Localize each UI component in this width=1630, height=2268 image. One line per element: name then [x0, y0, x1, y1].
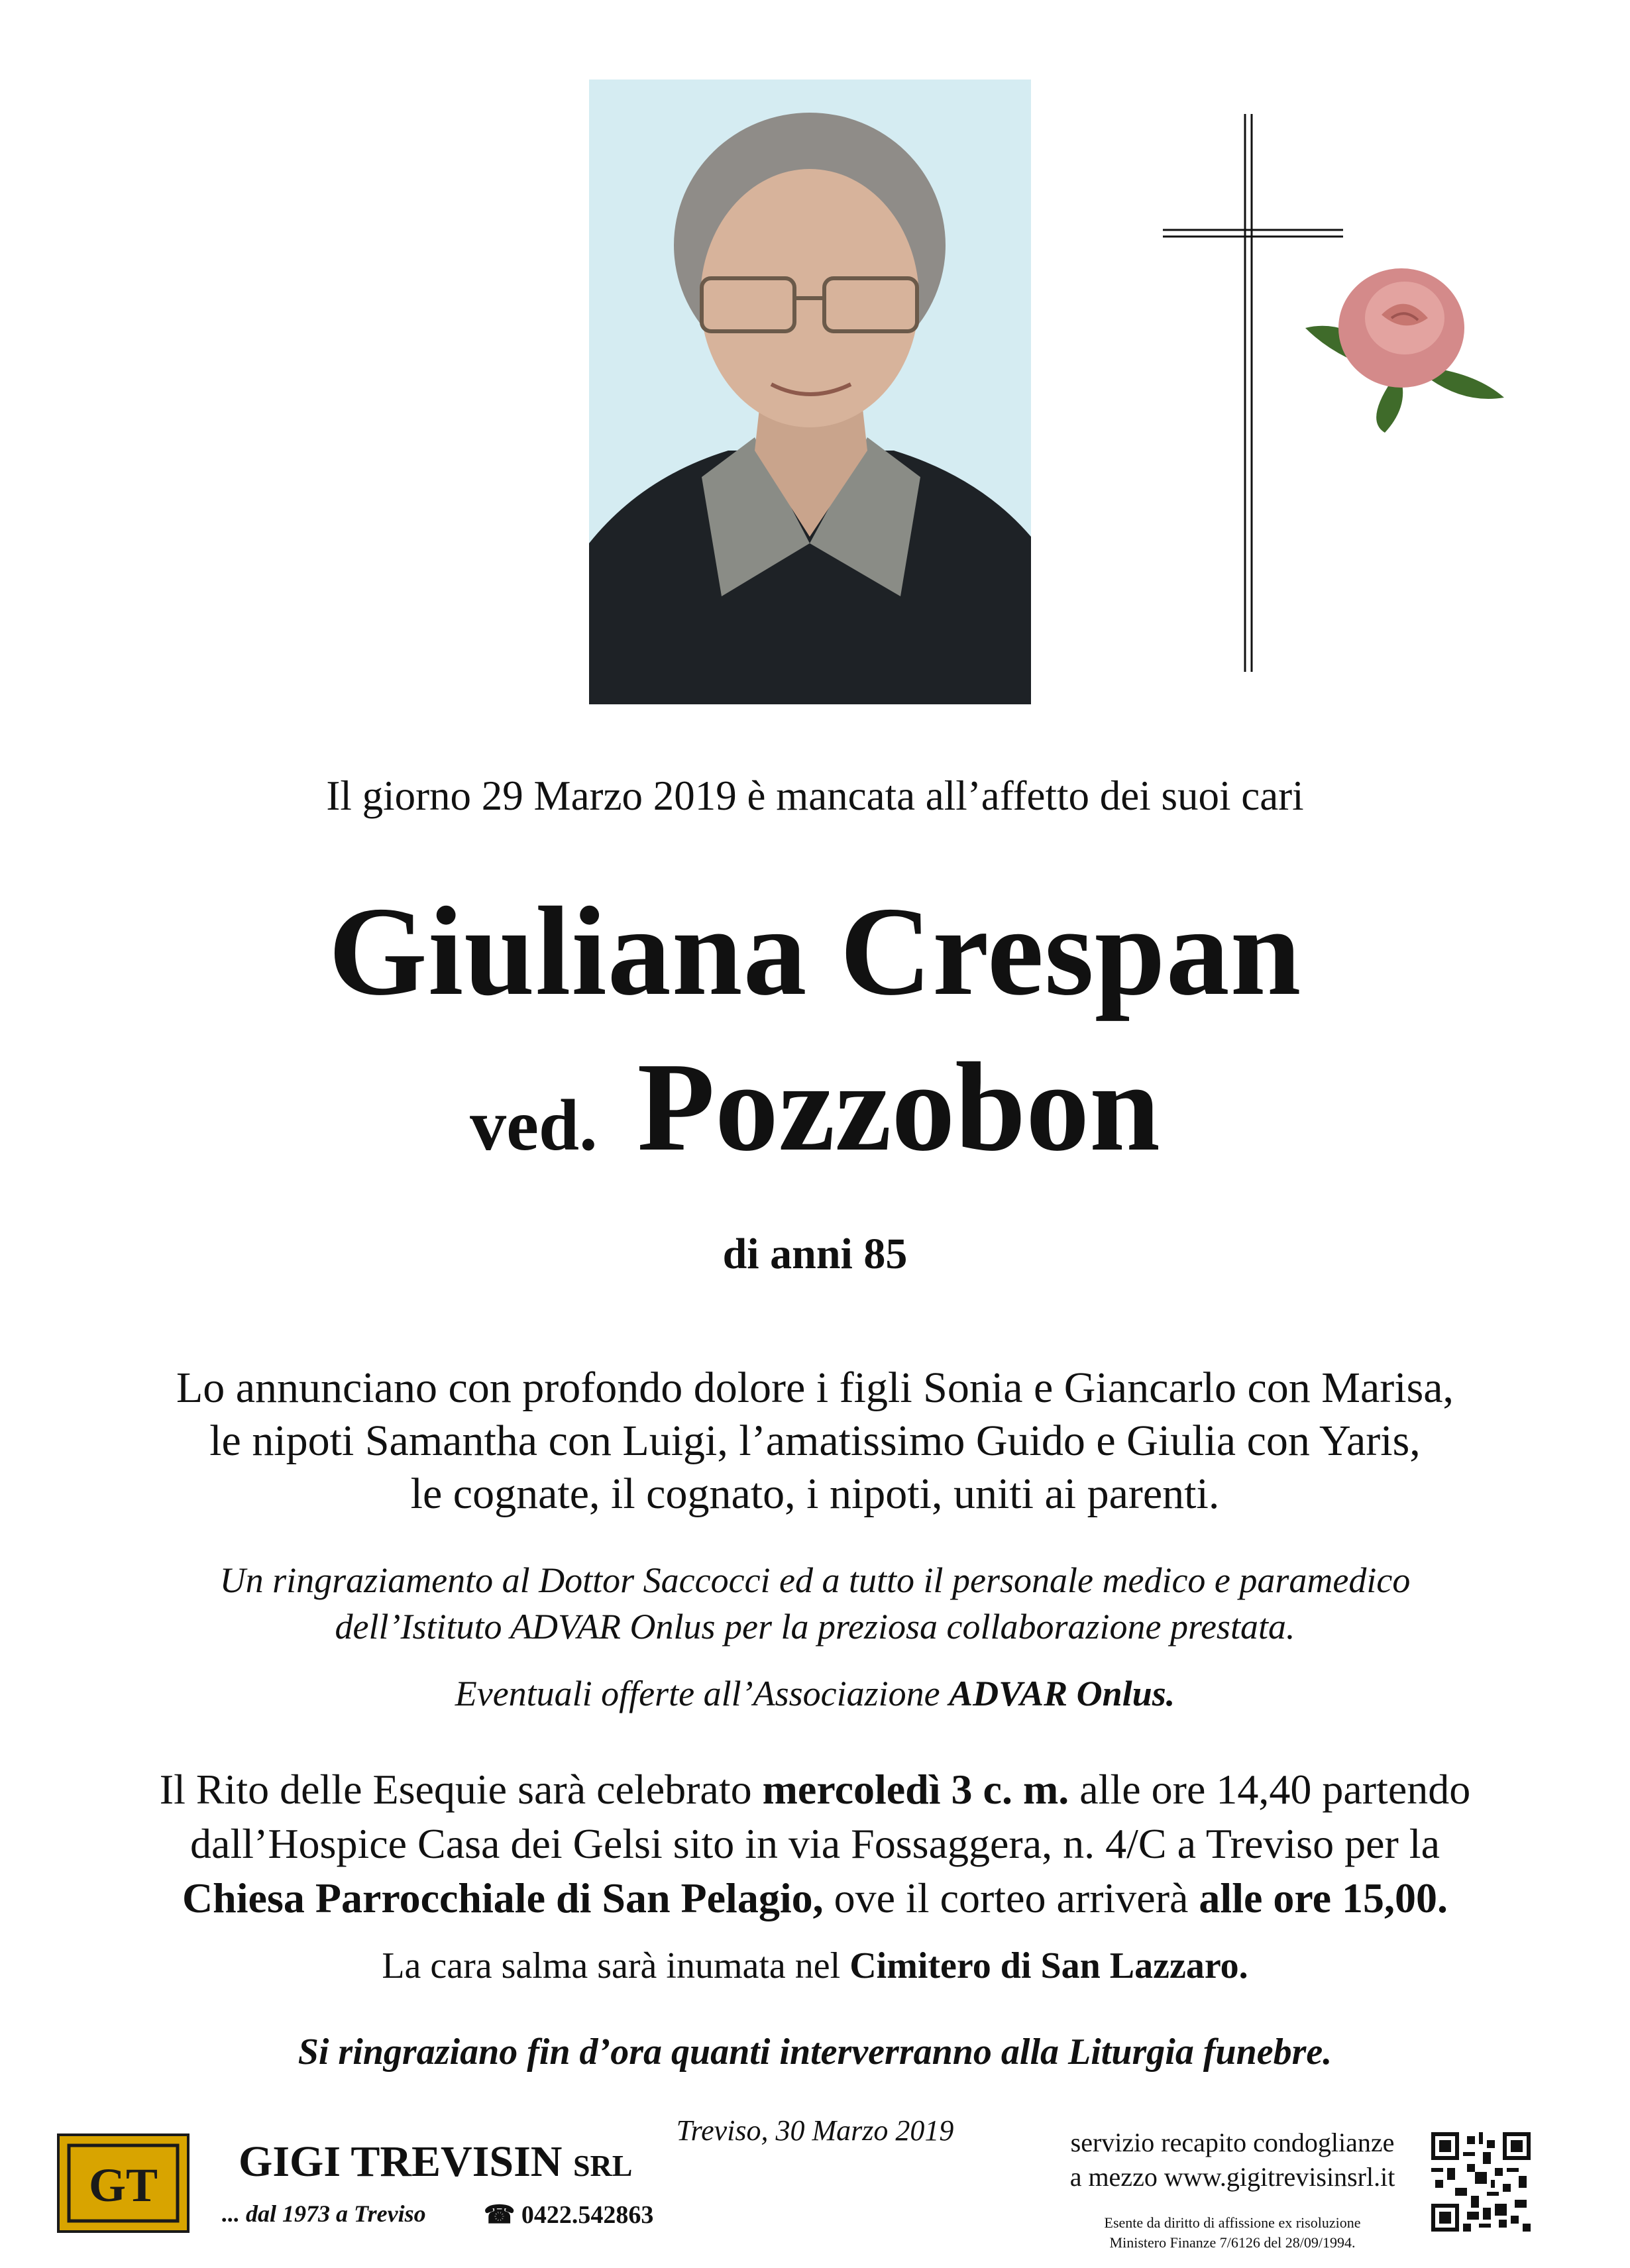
company-name	[239, 2137, 632, 2187]
rite-arrival-time: alle ore 15,00.	[1199, 1874, 1448, 1921]
thanks-text	[0, 1557, 1630, 1650]
rite-line: dall’Hospice Casa dei Gelsi sito in via Fossaggera, n. 4/C a Treviso per la	[190, 1820, 1440, 1867]
phone-icon: ☎	[484, 2201, 516, 2229]
intro-text: Il giorno 29 Marzo 2019 è mancata all’affetto dei suoi cari	[326, 773, 1304, 819]
church-name: Chiesa Parrocchiale di San Pelagio,	[182, 1874, 824, 1921]
family-line: Lo annunciano con profondo dolore i figli Sonia e Giancarlo con Marisa,	[176, 1364, 1454, 1412]
condolence-service	[1007, 2126, 1458, 2194]
legal-line: Ministero Finanze 7/6126 del 28/09/1994.	[1109, 2234, 1356, 2251]
offers-text	[0, 1673, 1630, 1714]
age-text: di anni 85	[722, 1230, 908, 1278]
offers-organization: ADVAR Onlus.	[949, 1674, 1175, 1713]
company-phone	[484, 2200, 653, 2230]
offers-label: Eventuali offerte all’Associazione	[455, 1674, 950, 1713]
rite-text: alle ore 14,40 partendo	[1069, 1766, 1471, 1813]
service-line: servizio recapito condoglianze	[1070, 2128, 1395, 2157]
service-website: a mezzo www.gigitrevisinsrl.it	[1069, 2162, 1395, 2192]
phone-number: 0422.542863	[521, 2201, 654, 2229]
notice-date: Treviso, 30 Marzo 2019	[676, 2114, 954, 2147]
thanks-line: Un ringraziamento al Dottor Saccocci ed a tutto il personale medico e paramedico	[219, 1560, 1411, 1600]
burial-label: La cara salma sarà inumata nel	[382, 1945, 850, 1986]
name-prefix: ved.	[470, 1085, 598, 1165]
legal-line: Esente da diritto di affissione ex risoluzione	[1104, 2214, 1361, 2231]
rite-date: mercoledì 3 c. m.	[762, 1766, 1069, 1813]
company-name-text: GIGI TREVISIN	[239, 2137, 563, 2186]
family-line: le nipoti Samantha con Luigi, l’amatissimo Guido e Giulia con Yaris,	[209, 1417, 1421, 1465]
family-line: le cognate, il cognato, i nipoti, uniti ai parenti.	[410, 1470, 1220, 1518]
company-since: ... dal 1973 a Treviso	[222, 2200, 426, 2227]
rose-icon	[1292, 255, 1511, 434]
closing-thanks: Si ringraziano fin d’ora quanti interverranno alla Liturgia funebre.	[298, 2031, 1332, 2073]
burial-text	[0, 1945, 1630, 1987]
rite-text: ove il corteo arriverà	[823, 1874, 1199, 1921]
funeral-rite-text	[0, 1762, 1630, 1925]
rite-text: Il Rito delle Esequie sarà celebrato	[159, 1766, 763, 1813]
deceased-married-name	[0, 1034, 1630, 1180]
rite-line	[0, 1762, 1630, 1817]
family-announcement	[0, 1362, 1630, 1521]
logo-text: GT	[88, 2159, 158, 2212]
married-surname: Pozzobon	[637, 1036, 1160, 1177]
thanks-line: dell’Istituto ADVAR Onlus per la preziosa collaborazione prestata.	[335, 1607, 1295, 1647]
deceased-photo	[589, 80, 1031, 704]
company-logo	[57, 2133, 190, 2233]
legal-note	[1034, 2213, 1431, 2253]
company-suffix: SRL	[572, 2149, 633, 2183]
cemetery-name: Cimitero di San Lazzaro.	[849, 1945, 1248, 1986]
qr-code-icon[interactable]	[1431, 2132, 1531, 2232]
rite-line	[0, 1871, 1630, 1925]
deceased-name: Giuliana Crespan	[328, 881, 1302, 1022]
